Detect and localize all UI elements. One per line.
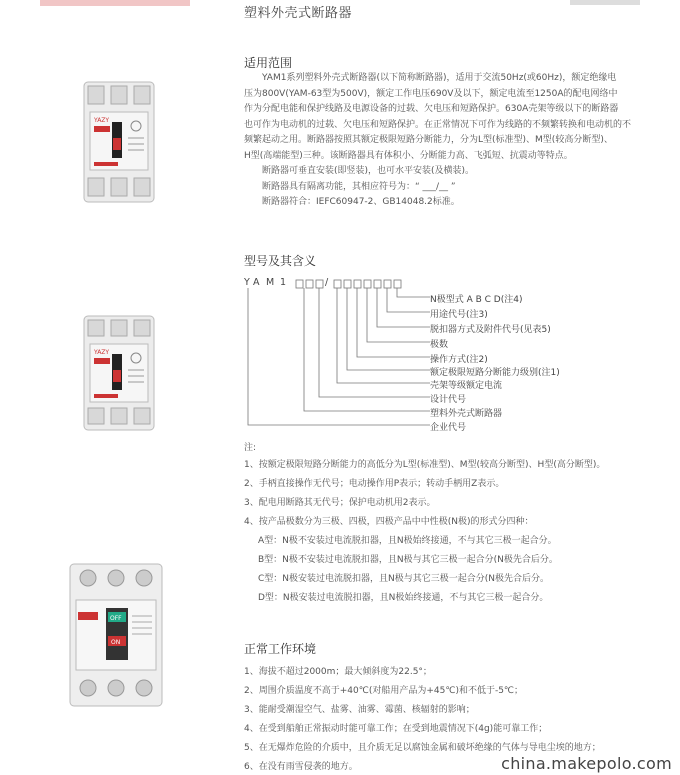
scope-line-4: 也可作为电动机的过载、欠电压和短路保护。在正常情况下可作为线路的不频繁转换和电动机的不 [244, 119, 632, 130]
code-char-a: A [253, 277, 260, 288]
model-label-6: 额定极限短路分断能力级别(注1) [430, 368, 560, 378]
note-2: 2、手柄直接操作无代号；电动操作用P表示；转动手柄用Z表示。 [244, 479, 505, 489]
breaker-image-3 [66, 560, 166, 710]
note-4b: B型：N极不安装过电流脱扣器，且N极与其它三极一起合分(N极先合后分。 [258, 555, 558, 565]
note-4: 4、按产品极数分为三极、四极，四极产品中中性极(N极)的形式分四种： [244, 517, 534, 527]
env-item-2: 2、周围介质温度不高于+40℃(对船用产品为+45℃)和不低于-5℃； [244, 686, 524, 696]
note-4c: C型：N极安装过电流脱扣器，且N极与其它三极一起合分(N极先合后分。 [258, 574, 549, 584]
env-item-1: 1、海拔不超过2000m；最大倾斜度为22.5°； [244, 667, 432, 677]
watermark: china.makepolo.com [501, 754, 672, 773]
model-label-8: 设计代号 [430, 395, 467, 405]
header-accent-right [570, 0, 640, 5]
on-label: ON [111, 639, 121, 646]
model-label-3: 脱扣器方式及附件代号(见表5) [430, 325, 551, 335]
scope-body [244, 71, 664, 211]
scope-heading: 适用范围 [244, 56, 293, 70]
scope-line-1: YAM1系列塑料外壳式断路器(以下简称断路器)，适用于交流50Hz(或60Hz)，额定绝缘电 [262, 73, 617, 83]
code-char-1: 1 [280, 277, 287, 288]
env-item-6: 6、在没有雨雪侵袭的地方。 [244, 762, 358, 772]
code-separator: / [325, 277, 329, 288]
breaker-image-2 [78, 312, 160, 434]
page-title: 塑料外壳式断路器 [244, 6, 353, 21]
scope-line-5: 频繁起动之用。断路器按照其额定极限短路分断能力，分为L型(标准型)、M型(较高分断型)、 [244, 135, 613, 145]
model-label-4: 极数 [430, 340, 449, 350]
note-4d: D型：N极安装过电流脱扣器，且N极始终接通，不与其它三极一起合分。 [258, 593, 549, 603]
model-label-10: 企业代号 [430, 423, 467, 433]
header-accent [40, 0, 190, 6]
env-item-3: 3、能耐受潮湿空气、盐雾、油雾、霉菌、核辐射的影响； [244, 705, 475, 715]
scope-line-2: 压为800V(YAM-63型为500V)，额定工作电压690V及以下，额定电流至1250A的配电网络中 [244, 88, 618, 99]
notes-title: 注: [244, 443, 257, 453]
code-char-y: Y [244, 277, 250, 288]
scope-line-3: 作为分配电能和保护线路及电源设备的过载、欠电压和短路保护。630A壳架等级以下的断路器 [244, 104, 619, 114]
code-char-m: M [266, 277, 275, 288]
note-3: 3、配电用断路其无代号；保护电动机用2表示。 [244, 498, 436, 508]
scope-extra-1: 断路器可垂直安装(即竖装)，也可水平安装(及横装)。 [262, 166, 475, 176]
scope-line-6: H型(高端能型)三种。该断路器具有体积小、分断能力高、飞弧短、抗震动等特点。 [244, 150, 573, 161]
model-label-5: 操作方式(注2) [430, 355, 488, 365]
model-heading: 型号及其含义 [244, 254, 317, 268]
model-label-1: N极型式 A B C D(注4) [430, 295, 523, 305]
env-item-4: 4、在受到船舶正常振动时能可靠工作；在受到地震情况下(4g)能可靠工作； [244, 724, 548, 734]
scope-extra-2: 断路器具有隔离功能，其相应符号为：“ ___/__ ” [262, 181, 456, 192]
env-item-5: 5、在无爆炸危险的介质中，且介质无足以腐蚀金属和破坏绝缘的气体与导电尘埃的地方； [244, 743, 601, 753]
env-heading: 正常工作环境 [244, 642, 317, 656]
svg-text:YAZY: YAZY [94, 349, 110, 356]
off-label: OFF [110, 615, 122, 622]
model-label-7: 壳架等级额定电流 [430, 381, 503, 391]
scope-extra-3: 断路器符合：IEFC60947-2、GB14048.2标准。 [262, 197, 460, 207]
svg-text:YAZY: YAZY [94, 117, 110, 124]
note-4a: A型：N极不安装过电流脱扣器，且N极始终接通，不与其它三极一起合分。 [258, 536, 557, 546]
breaker-image-1 [78, 78, 160, 206]
model-label-2: 用途代号(注3) [430, 310, 488, 320]
model-label-9: 塑料外壳式断路器 [430, 409, 503, 419]
note-1: 1、按额定极限短路分断能力的高低分为L型(标准型)、M型(较高分断型)、H型(高分断型)。 [244, 460, 606, 470]
